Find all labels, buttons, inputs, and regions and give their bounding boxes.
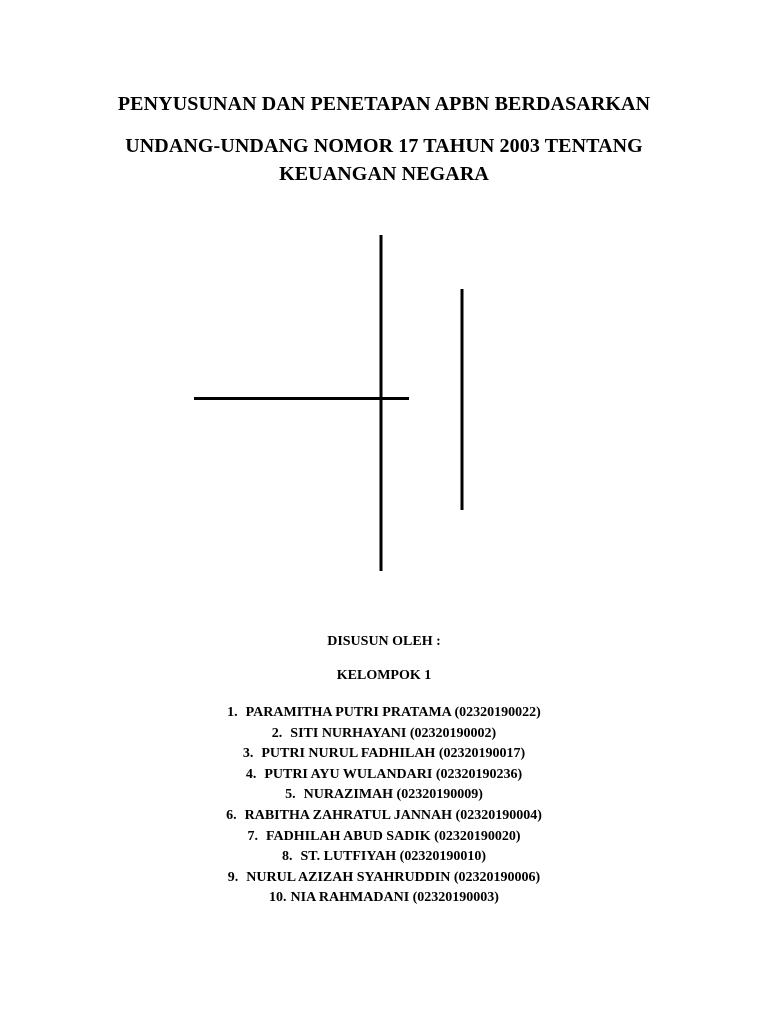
member-number: 10. (269, 890, 287, 906)
member-item (0, 868, 768, 889)
member-name: PUTRI AYU WULANDARI (02320190236) (264, 766, 523, 782)
title-line-1: PENYUSUNAN DAN PENETAPAN APBN BERDASARKAN (117, 93, 651, 115)
group-label: KELOMPOK 1 (336, 668, 432, 683)
member-item (0, 724, 768, 745)
title-line-3: KEUANGAN NEGARA (279, 163, 489, 185)
member-name: NIA RAHMADANI (02320190003) (290, 890, 499, 906)
member-number: 7. (247, 828, 258, 844)
member-item (0, 785, 768, 806)
member-item (0, 888, 768, 909)
member-item (0, 703, 768, 724)
member-item (0, 744, 768, 765)
member-number: 5. (285, 787, 296, 803)
member-name: NURUL AZIZAH SYAHRUDDIN (02320190006) (246, 869, 541, 885)
member-number: 8. (281, 849, 293, 865)
member-number: 6. (226, 807, 237, 823)
member-number: 1. (227, 705, 238, 720)
member-name: FADHILAH ABUD SADIK (02320190020) (266, 828, 521, 844)
member-name: SITI NURHAYANI (02320190002) (290, 725, 497, 741)
member-number: 4. (245, 766, 257, 782)
member-number: 3. (242, 746, 254, 762)
title-line-2: UNDANG-UNDANG NOMOR 17 TAHUN 2003 TENTANG (125, 135, 643, 157)
member-name: PARAMITHA PUTRI PRATAMA (02320190022) (245, 705, 541, 720)
member-item (0, 765, 768, 786)
member-number: 9. (227, 869, 239, 885)
member-item (0, 847, 768, 868)
prepared-by-label: DISUSUN OLEH : (327, 634, 441, 649)
member-list (0, 703, 768, 909)
member-item (0, 806, 768, 827)
member-item (0, 827, 768, 848)
member-name: RABITHA ZAHRATUL JANNAH (02320190004) (244, 807, 542, 823)
member-number: 2. (271, 725, 283, 741)
member-name: NURAZIMAH (02320190009) (303, 787, 483, 803)
member-name: PUTRI NURUL FADHILAH (02320190017) (261, 746, 526, 762)
member-name: ST. LUTFIYAH (02320190010) (300, 849, 487, 865)
